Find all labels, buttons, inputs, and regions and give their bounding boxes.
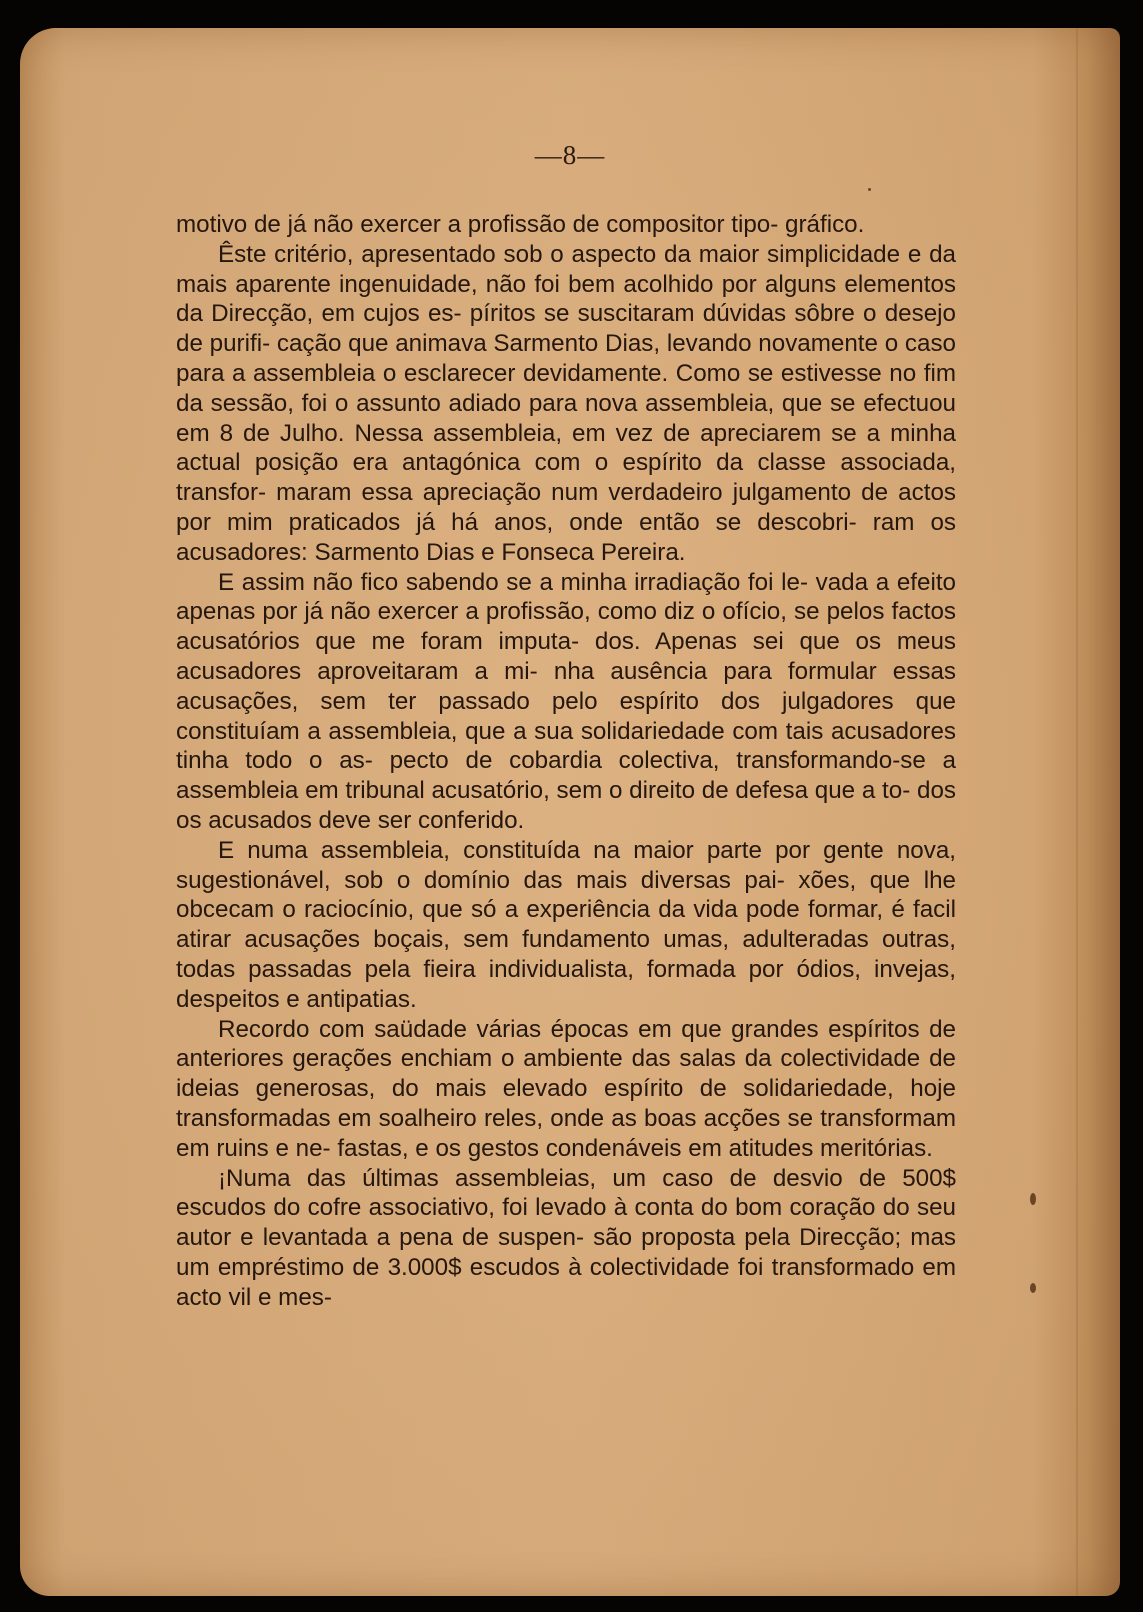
paragraph-continuation: motivo de já não exercer a profissão de compositor tipo- gráfico. — [176, 211, 865, 238]
page-body — [176, 210, 956, 1312]
paper-speck — [1030, 1193, 1036, 1205]
paragraph: Recordo com saüdade várias épocas em que grandes espíritos de anteriores gerações enchiam o ambiente das salas da colectividade de ideias generosas, do mais elevado espírito de solidariedade, hoje transformadas em soalheiro reles, onde as boas acções se transformam em ruins e ne- fastas, e os gestos condenáveis em atitudes meritórias. — [176, 1015, 956, 1162]
paragraph: E assim não fico sabendo se a minha irradiação foi le- vada a efeito apenas por já não exercer a profissão, como diz o ofício, se pelos factos acusatórios que me foram imputa- dos. Apenas sei que os meus acusadores aproveitaram a mi- nha ausência para formular essas acusações, sem ter passado pelo espírito dos julgadores que constituíam a assembleia, que a sua solidariedade com tais acusadores tinha todo o as- pecto de cobardia colectiva, transformando-se a assembleia em tribunal acusatório, sem o direito de defesa que a to- dos os acusados deve ser conferido. — [176, 568, 956, 834]
paper-speck — [1030, 1283, 1036, 1293]
paragraph: E numa assembleia, constituída na maior parte por gente nova, sugestionável, sob o domínio das mais diversas pai- xões, que lhe obcecam o raciocínio, que só a experiência da vida pode formar, é facil atirar acusações boçais, sem fundamento umas, adulteradas outras, todas passadas pela fieira individualista, formada por ódios, invejas, despeitos e antipatias. — [176, 836, 956, 1013]
paper-speck — [868, 188, 871, 191]
paragraph: ¡Numa das últimas assembleias, um caso de desvio de 500$ escudos do cofre associativo, foi levado à conta do bom coração do seu autor e levantada a pena de suspen- são proposta pela Direcção; mas um empréstimo de 3.000$ escudos à colectividade foi transformado em acto vil e mes- — [176, 1164, 956, 1311]
page-number: —8— — [534, 140, 606, 170]
paragraph: Êste critério, apresentado sob o aspecto da maior simplicidade e da mais aparente ingenuidade, não foi bem acolhido por alguns elementos da Direcção, em cujos es- píritos se suscitaram dúvidas sôbre o desejo de purifi- cação que animava Sarmento Dias, levando novamente o caso para a assembleia o esclarecer devidamente. Como se estivesse no fim da sessão, foi o assunto adiado para nova assembleia, que se efectuou em 8 de Julho. Nessa assembleia, em vez de apreciarem se a minha actual posição era antagónica com o espírito da classe associada, transfor- maram essa apreciação num verdadeiro julgamento de actos por mim praticados já há anos, onde então se descobri- ram os acusadores: Sarmento Dias e Fonseca Pereira. — [176, 240, 956, 566]
book-page — [20, 28, 1120, 1596]
